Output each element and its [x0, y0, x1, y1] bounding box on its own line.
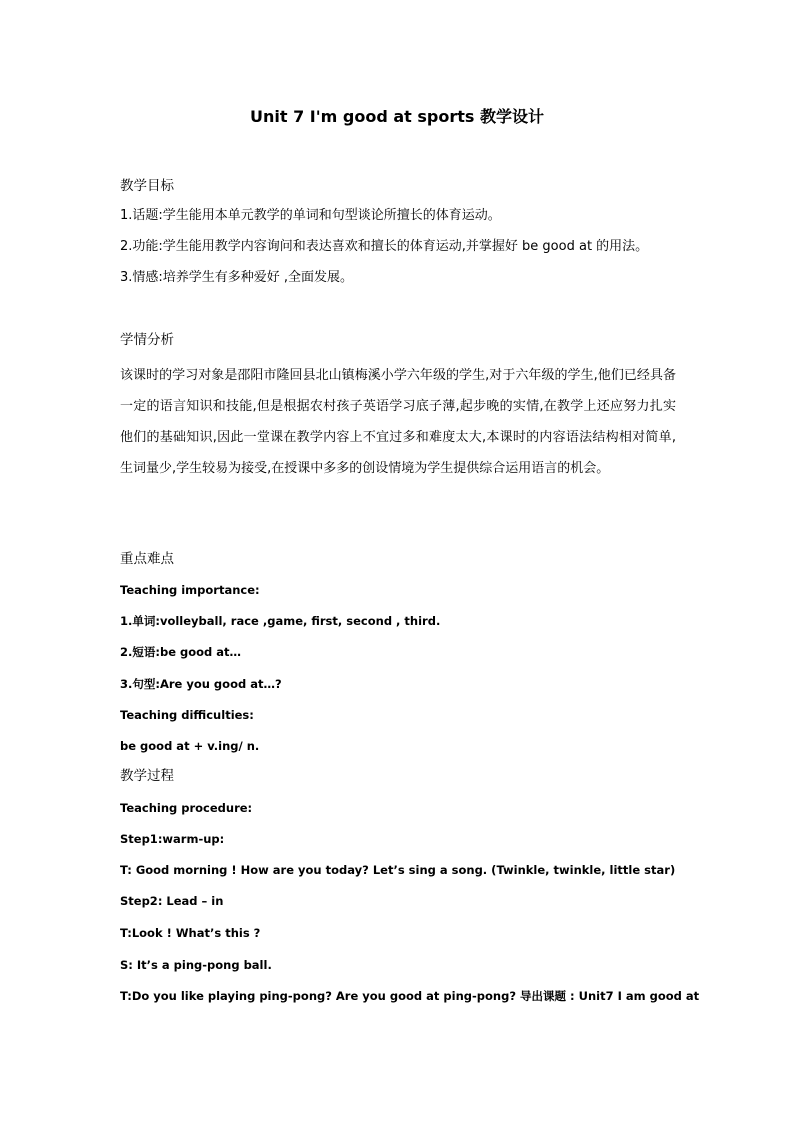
difficulties-text: be good at + v.ing/ n. [120, 739, 260, 753]
procedure-line: T: Good morning ! How are you today? Let’s sing a song. (Twinkle, twinkle, little star) [120, 863, 676, 877]
importance-item: 3.句型:Are you good at…? [120, 677, 282, 691]
procedure-line: S: It’s a ping-pong ball. [120, 958, 272, 972]
procedure-heading: 教学过程 [120, 768, 174, 784]
procedure-line: Step1:warm-up: [120, 832, 225, 846]
objectives-heading: 教学目标 [120, 178, 174, 194]
teaching-importance-label: Teaching importance: [120, 583, 260, 597]
objective-item: 1.话题:学生能用本单元教学的单词和句型谈论所擅长的体育运动。 [120, 208, 501, 223]
teaching-difficulties-label: Teaching difficulties: [120, 708, 254, 722]
importance-item: 1.单词:volleyball, race ,game, first, second , third. [120, 614, 441, 628]
key-points-heading: 重点难点 [120, 551, 174, 567]
objective-item: 3.情感:培养学生有多种爱好 ,全面发展。 [120, 270, 354, 285]
teaching-procedure-label: Teaching procedure: [120, 801, 253, 815]
analysis-paragraph: 该课时的学习对象是邵阳市隆回县北山镇梅溪小学六年级的学生,对于六年级的学生,他们已经具备一定的语言知识和技能,但是根据农村孩子英语学习底子薄,起步晚的实情,在教学上还应努力扎实他们的基础知识,因此一堂课在教学内容上不宜过多和难度太大,本课时的内容语法结构相对简单,生词量少,学生较易为接受,在授课中多多的创设情境为学生提供综合运用语言的机会。 [120, 368, 676, 476]
procedure-line: T:Look ! What’s this ? [120, 926, 261, 940]
document-title: Unit 7 I'm good at sports 教学设计 [250, 107, 544, 126]
analysis-heading: 学情分析 [120, 332, 174, 348]
procedure-line: T:Do you like playing ping-pong? Are you good at ping-pong? 导出课题 : Unit7 I am good at [120, 989, 700, 1003]
objective-item: 2.功能:学生能用教学内容询问和表达喜欢和擅长的体育运动,并掌握好 be good at 的用法。 [120, 239, 649, 254]
importance-item: 2.短语:be good at… [120, 645, 242, 659]
procedure-line: Step2: Lead – in [120, 894, 224, 908]
